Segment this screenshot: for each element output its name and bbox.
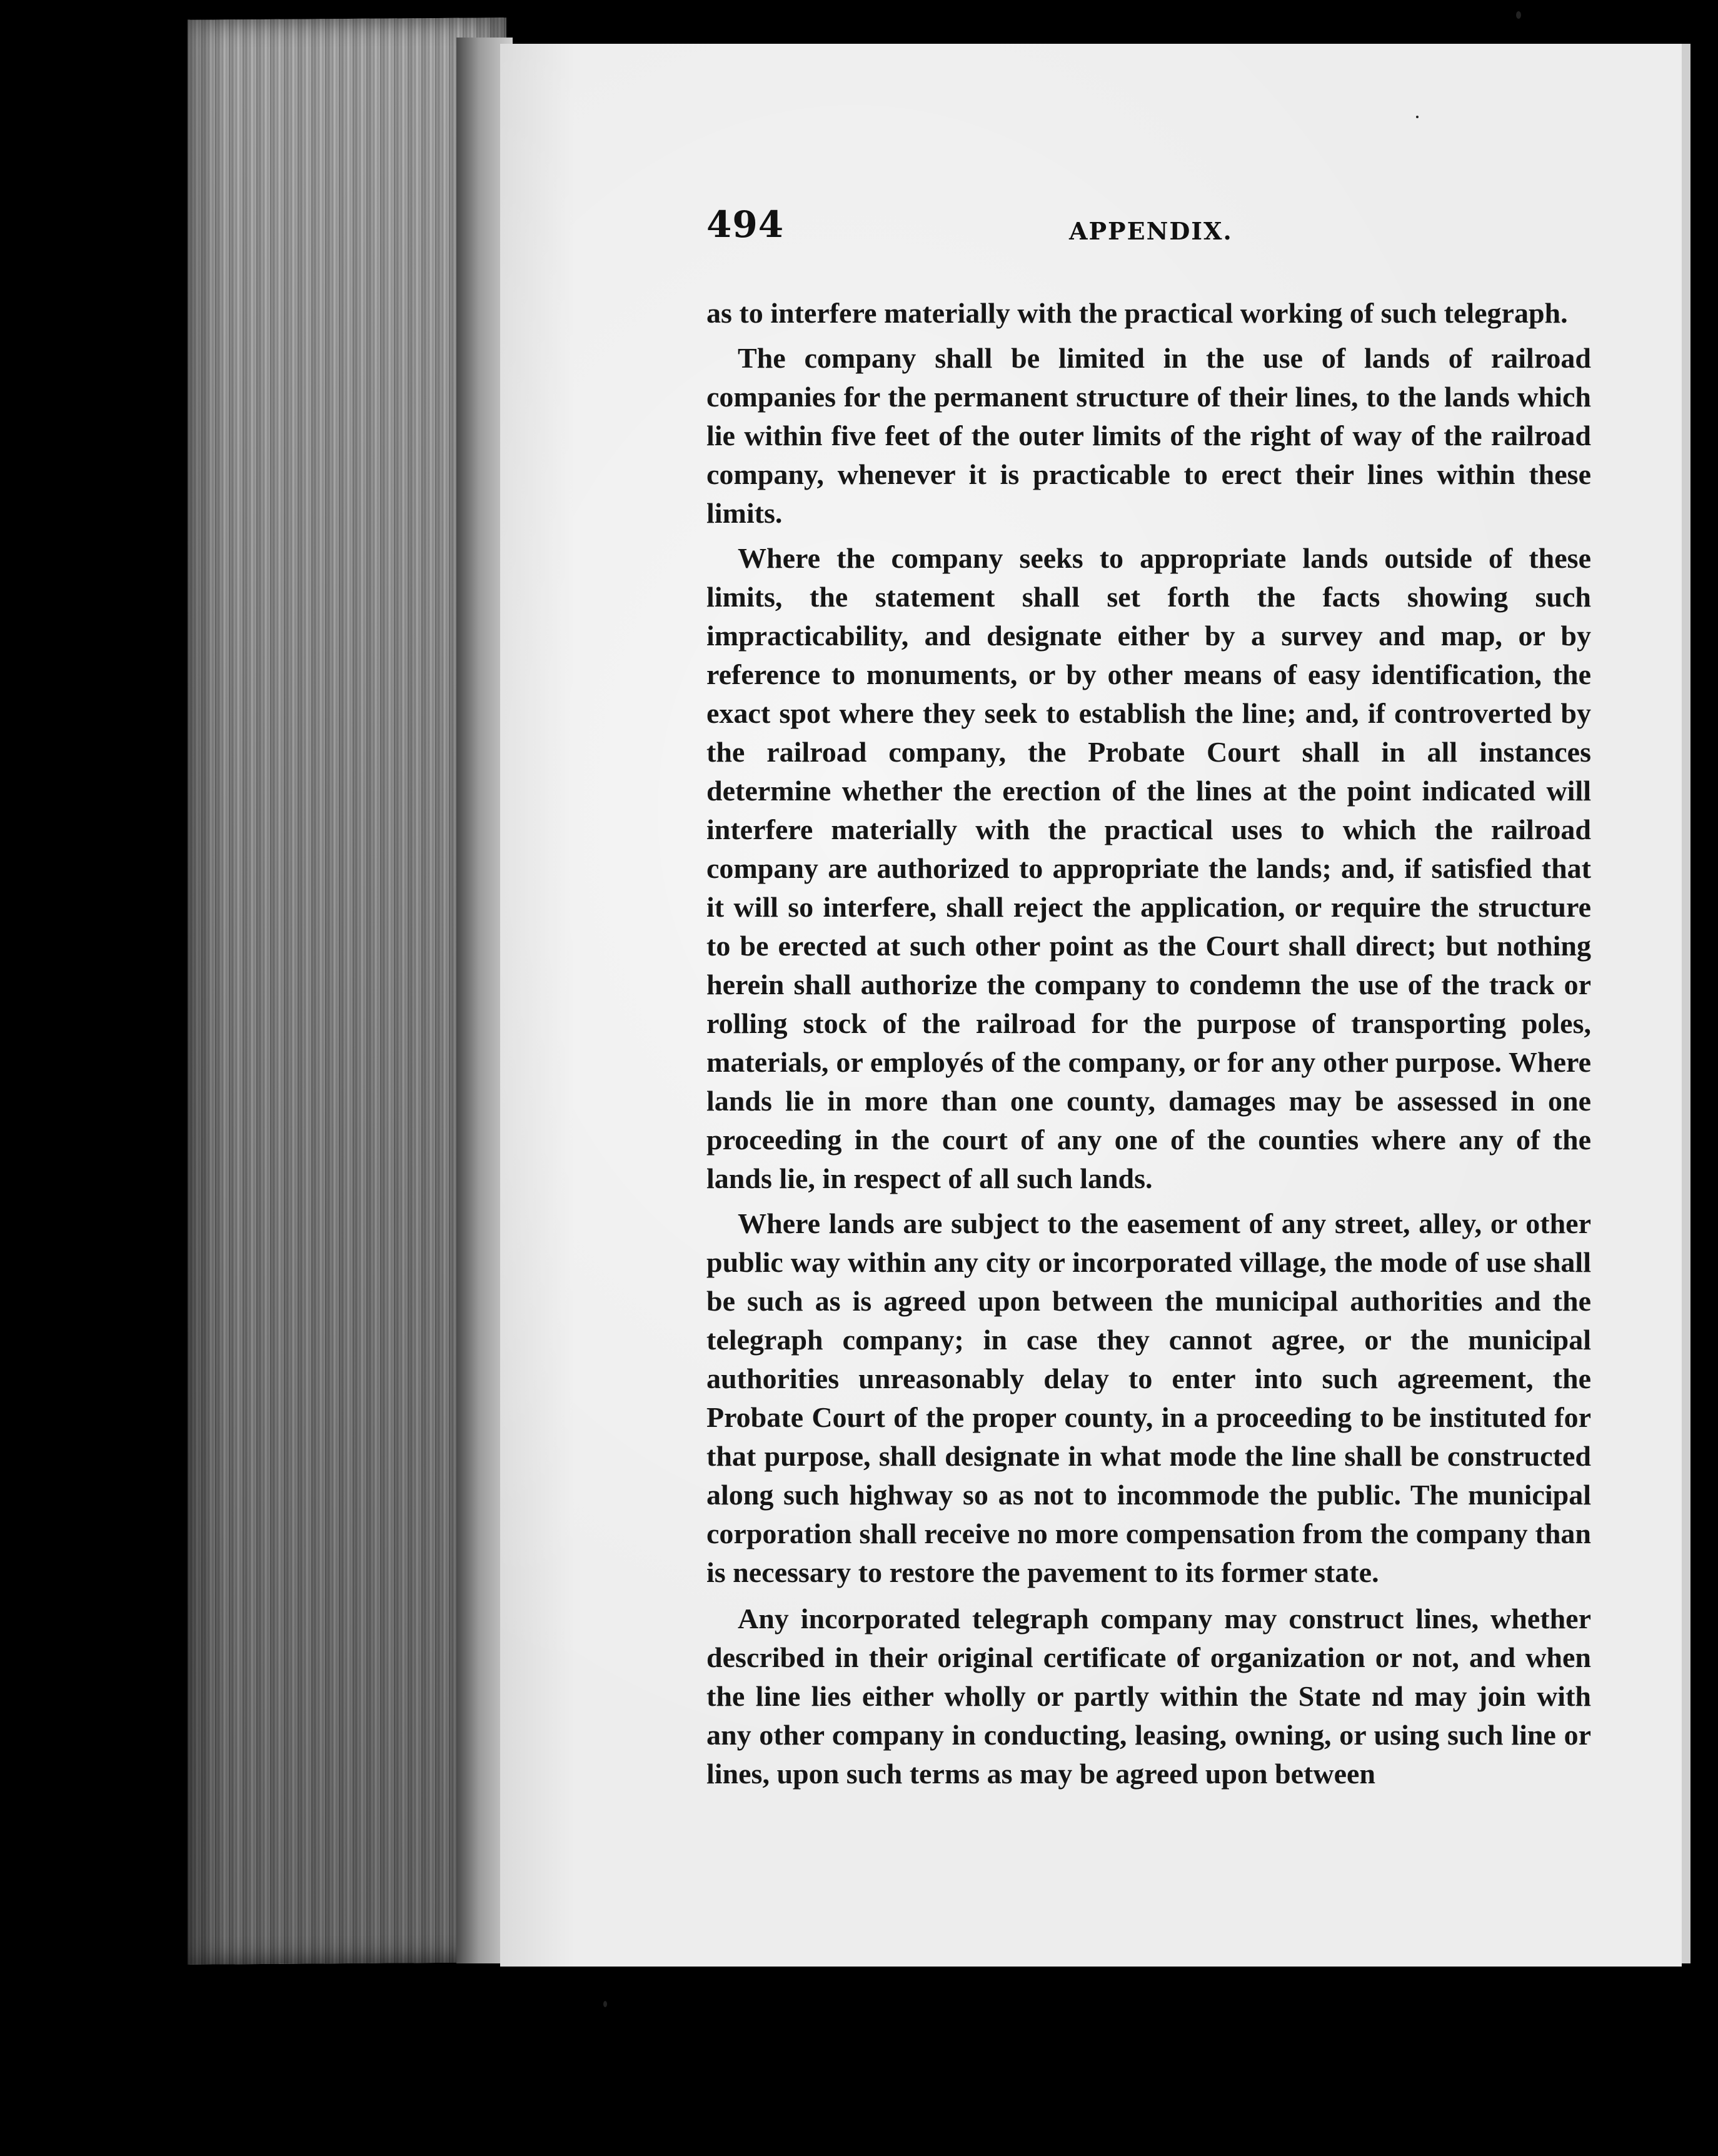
paragraph: Where lands are subject to the easement of any street, alley, or other public way within any city or incorporated village, the mode of use shall be such as is agreed upon between the municipal authorities and the telegraph company; in case they cannot agree, or the municipal authorities unreasonably delay to enter into such agreement, the Probate Court of the proper county, in a proceeding to be instituted for that purpose, shall designate in what mode the line shall be constructed along such highway so as not to incommode the public. The municipal corporation shall receive no more compensation from the company than is necessary to restore the pavement to its former state. xyxy=(706,1207,1591,1588)
page-header xyxy=(706,203,1594,259)
running-head: APPENDIX. xyxy=(1069,217,1233,245)
body-text xyxy=(706,294,1591,1800)
dust-speck xyxy=(603,2001,607,2007)
paragraph: Where the company seeks to appropriate lands outside of these limits, the statement shall set forth the facts showing such impracticability, and designate either by a survey and map, or by reference to monuments, or by other means of easy identification, the exact spot where they seek to establish the line; and, if controverted by the railroad company, the Probate Court shall in all instances determine whether the erection of the lines at the point indicated will interfere materially with the practical uses to which the railroad company are authorized to appropriate the lands; and, if satisfied that it will so interfere, shall reject the application, or require the structure to be erected at such other point as the Court shall direct; but nothing herein shall authorize the company to condemn the use of the track or rolling stock of the railroad for the purpose of transporting poles, materials, or employés of the company, or for any other purpose. Where lands lie in more than one county, damages may be assessed in one proceeding in the court of any one of the counties where any of the lands lie, in respect of all such lands. xyxy=(706,542,1591,1194)
page-right-edge xyxy=(1682,44,1690,1963)
page-number: 494 xyxy=(706,203,785,246)
dust-speck xyxy=(1416,116,1419,118)
paragraph: as to interfere materially with the practical working of such telegraph. xyxy=(706,297,1568,329)
dust-speck xyxy=(1516,11,1521,19)
paragraph: Any incorporated telegraph company may construct lines, whether described in their original certificate of organization or not, and when the line lies either wholly or partly within the State nd may join with any other company in conducting, leasing, owning, or using such line or lines, upon such terms as may be agreed upon between xyxy=(706,1603,1591,1790)
paragraph: The company shall be limited in the use of lands of railroad companies for the permanent structure of their lines, to the lands which lie within five feet of the outer limits of the right of way of the railroad company, whenever it is practicable to erect their lines within these limits. xyxy=(706,342,1591,529)
